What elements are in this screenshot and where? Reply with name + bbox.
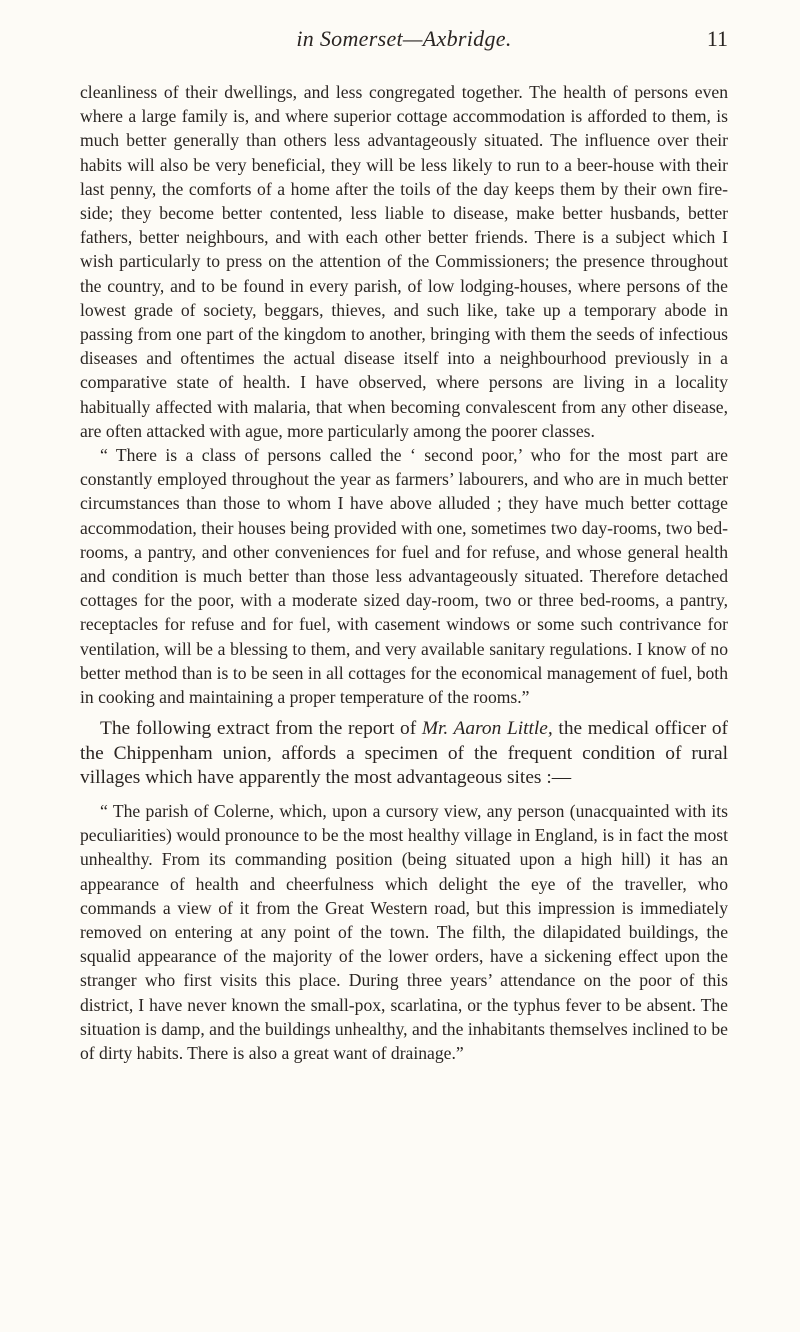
book-page: [80, 20, 728, 1065]
body-text: [80, 80, 728, 1065]
running-title: in Somerset—Axbridge.: [296, 26, 512, 51]
paragraph-3: [80, 717, 728, 791]
paragraph-2: “ There is a class of persons called the ‘ second poor,’ who for the most part are constantly employed throughout the year as farmers’ labourers, and who are in much better circumstances than those to whom I have above alluded ; they have much better cottage accommodation, their houses being provided with one, sometimes two day-rooms, two bed-rooms, a pantry, and other conveniences for fuel and for refuse, and whose general health and condition is much better than those less advantageously situated. Therefore detached cottages for the poor, with a moderate sized day-room, two or three bed-rooms, a pantry, receptacles for refuse and for fuel, with casement windows or some such contrivance for ventilation, will be a blessing to them, and very available sanitary regulations. I know of no better method than is to be seen in all cottages for the economical management of fuel, both in cooking and maintaining a proper temperature of the rooms.”: [80, 445, 728, 708]
author-name: Mr. Aaron Little,: [421, 718, 553, 740]
paragraph-4: “ The parish of Colerne, which, upon a cursory view, any person (unacquainted with its peculiarities) would pronounce to be the most healthy village in England, is in fact the most unhealthy. From its commanding position (being situated upon a high hill) it has an appearance of health and cheerfulness which delight the eye of the traveller, who commands a view of it from the Great Western road, but this impression is immediately removed on entering at any point of the town. The filth, the dilapidated buildings, the squalid appearance of the majority of the lower orders, have a sickening effect upon the stranger who first visits this place. During three years’ attendance on the poor of this district, I have never known the small-pox, scarlatina, or the typhus fever to be absent. The situation is damp, and the buildings unhealthy, and the inhabitants themselves inclined to be of dirty habits. There is also a great want of drainage.”: [80, 801, 728, 1064]
page-number: 11: [706, 26, 728, 51]
paragraph-3-rest: the medical officer of the Chippenham union, affords a specimen of the frequent condition of rural villages which have apparently the most advantageous sites :—: [80, 718, 728, 789]
paragraph-1: cleanliness of their dwellings, and less congregated together. The health of persons even where a large family is, and where superior cottage accommodation is afforded to them, is much better generally than others less advantageously situated. The influence over their habits will also be very beneficial, they will be less likely to run to a beer-house with their last penny, the comforts of a home after the toils of the day keeps them by their own fire-side; they become better contented, less liable to disease, make better husbands, better fathers, better neighbours, and with each other better friends. There is a subject which I wish particularly to press on the attention of the Commissioners; the presence throughout the country, and to be found in every parish, of low lodging-houses, where persons of the lowest grade of society, beggars, thieves, and such like, take up a temporary abode in passing from one part of the kingdom to another, bringing with them the seeds of infectious diseases and oftentimes the actual disease itself into a neighbourhood previously in a comparative state of health. I have observed, where persons are living in a locality habitually affected with malaria, that when becoming convalescent from any other disease, are often attacked with ague, more particularly among the poorer classes.: [80, 82, 728, 441]
running-head: [80, 20, 728, 60]
paragraph-3-lead: The following extract from the report of: [100, 718, 422, 740]
